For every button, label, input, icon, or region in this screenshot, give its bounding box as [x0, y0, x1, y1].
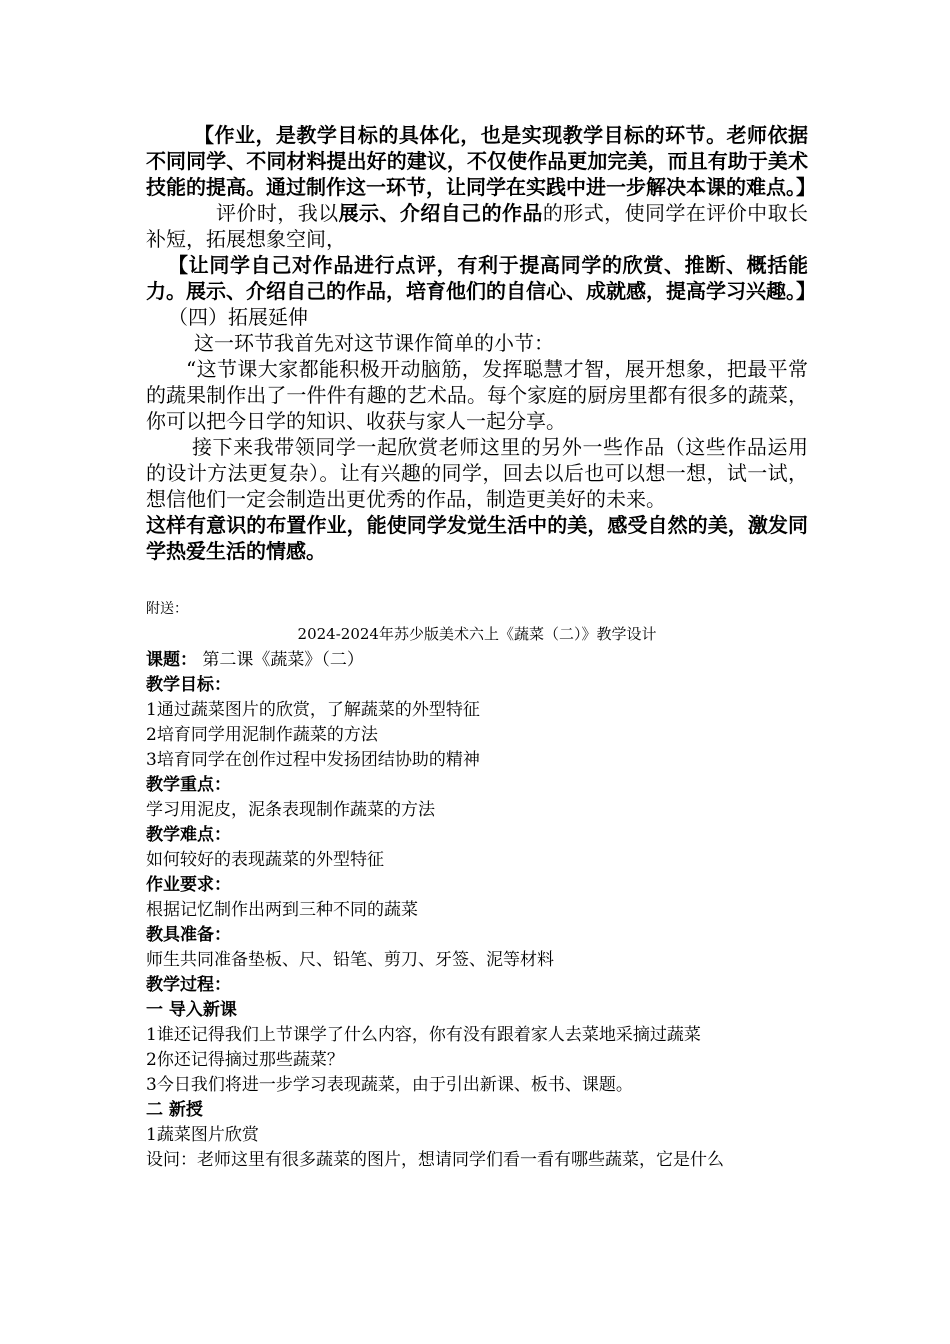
lesson-plan-line: 学习用泥皮，泥条表现制作蔬菜的方法: [146, 800, 435, 820]
paragraph-summary-intro: 这一环节我首先对这节课作简单的小节：: [194, 331, 554, 355]
lesson-plan-heading: 二 新授: [146, 1100, 203, 1120]
lesson-plan-line: 根据记忆制作出两到三种不同的蔬菜: [146, 900, 418, 920]
lesson-plan-heading: 教学难点：: [146, 825, 231, 845]
paragraph-conclusion: 这样有意识的布置作业，能使同学发觉生活中的美，感受自然的美，激发同学热爱生活的情感。: [146, 513, 808, 563]
evaluation-text-bold: 展示、介绍自己的作品: [338, 201, 543, 225]
lesson-plan-line: 2你还记得摘过那些蔬菜？: [146, 1050, 344, 1070]
lesson-topic-value: 第二课《蔬菜》（二）: [197, 650, 364, 670]
attached-doc-title: 2024-2024年苏少版美术六上《蔬菜（二）》教学设计: [297, 625, 657, 643]
lesson-plan-heading: 教学目标：: [146, 675, 231, 695]
paragraph-appreciation: 接下来我带领同学一起欣赏老师这里的另外一些作品（这些作品运用的设计方法更复杂）。让有兴趣的同学，回去以后也可以想一想，试一试，想信他们一定会制造出更优秀的作品，制造更美好的未来。: [146, 435, 808, 511]
paragraph-evaluation: [146, 200, 808, 252]
lesson-plan-heading: 教学重点：: [146, 775, 231, 795]
lesson-plan-line: 如何较好的表现蔬菜的外型特征: [146, 850, 384, 870]
attachment-label: 附送：: [146, 601, 188, 617]
lesson-plan-line: 1蔬菜图片欣赏: [146, 1125, 259, 1145]
lesson-topic: [146, 648, 808, 673]
lesson-plan-heading: 一 导入新课: [146, 1000, 237, 1020]
lesson-plan-heading: 教具准备：: [146, 925, 231, 945]
lesson-plan-line: 1谁还记得我们上节课学了什么内容，你有没有跟着家人去菜地采摘过蔬菜: [146, 1025, 701, 1045]
lesson-plan-line: 2培育同学用泥制作蔬菜的方法: [146, 725, 378, 745]
paragraph-evaluation-note: 【让同学自己对作品进行点评，有利于提高同学的欣赏、推断、概括能力。展示、介绍自己的作品，培育他们的自信心、成就感，提高学习兴趣。】: [146, 253, 816, 303]
lesson-plan-lines: [146, 673, 808, 1173]
evaluation-text-post: 的形式，使同学在评价中取长补短，拓展想象空间，: [146, 201, 809, 251]
lesson-plan-line: 3培育同学在创作过程中发扬团结协助的精神: [146, 750, 480, 770]
evaluation-text-pre: 评价时，我以: [216, 201, 339, 225]
paragraph-homework-note: 【作业，是教学目标的具体化，也是实现教学目标的环节。老师依据不同同学、不同材料提出好的建议，不仅使作品更加完美，而且有助于美术技能的提高。通过制作这一环节，让同学在实践中进一步解决本课的难点。】: [146, 123, 816, 199]
lesson-plan-line: 设问：老师这里有很多蔬菜的图片，想请同学们看一看有哪些蔬菜，它是什么: [146, 1150, 724, 1170]
lesson-plan-line: 3今日我们将进一步学习表现蔬菜，由于引出新课、板书、课题。: [146, 1075, 633, 1095]
section-heading-extension: （四）拓展延伸: [168, 305, 308, 329]
lesson-plan-heading: 作业要求：: [146, 875, 231, 895]
paragraph-summary-quote: “这节课大家都能积极开动脑筋，发挥聪慧才智，展开想象，把最平常的蔬果制作出了一件件有趣的艺术品。每个家庭的厨房里都有很多的蔬菜，你可以把今日学的知识、收获与家人一起分享。: [146, 357, 808, 433]
lesson-plan-line: 1通过蔬菜图片的欣赏，了解蔬菜的外型特征: [146, 700, 480, 720]
document-page: [146, 122, 816, 1173]
lesson-plan-line: 师生共同准备垫板、尺、铅笔、剪刀、牙签、泥等材料: [146, 950, 554, 970]
lesson-plan-heading: 教学过程：: [146, 975, 231, 995]
lesson-topic-label: 课题：: [146, 650, 197, 670]
